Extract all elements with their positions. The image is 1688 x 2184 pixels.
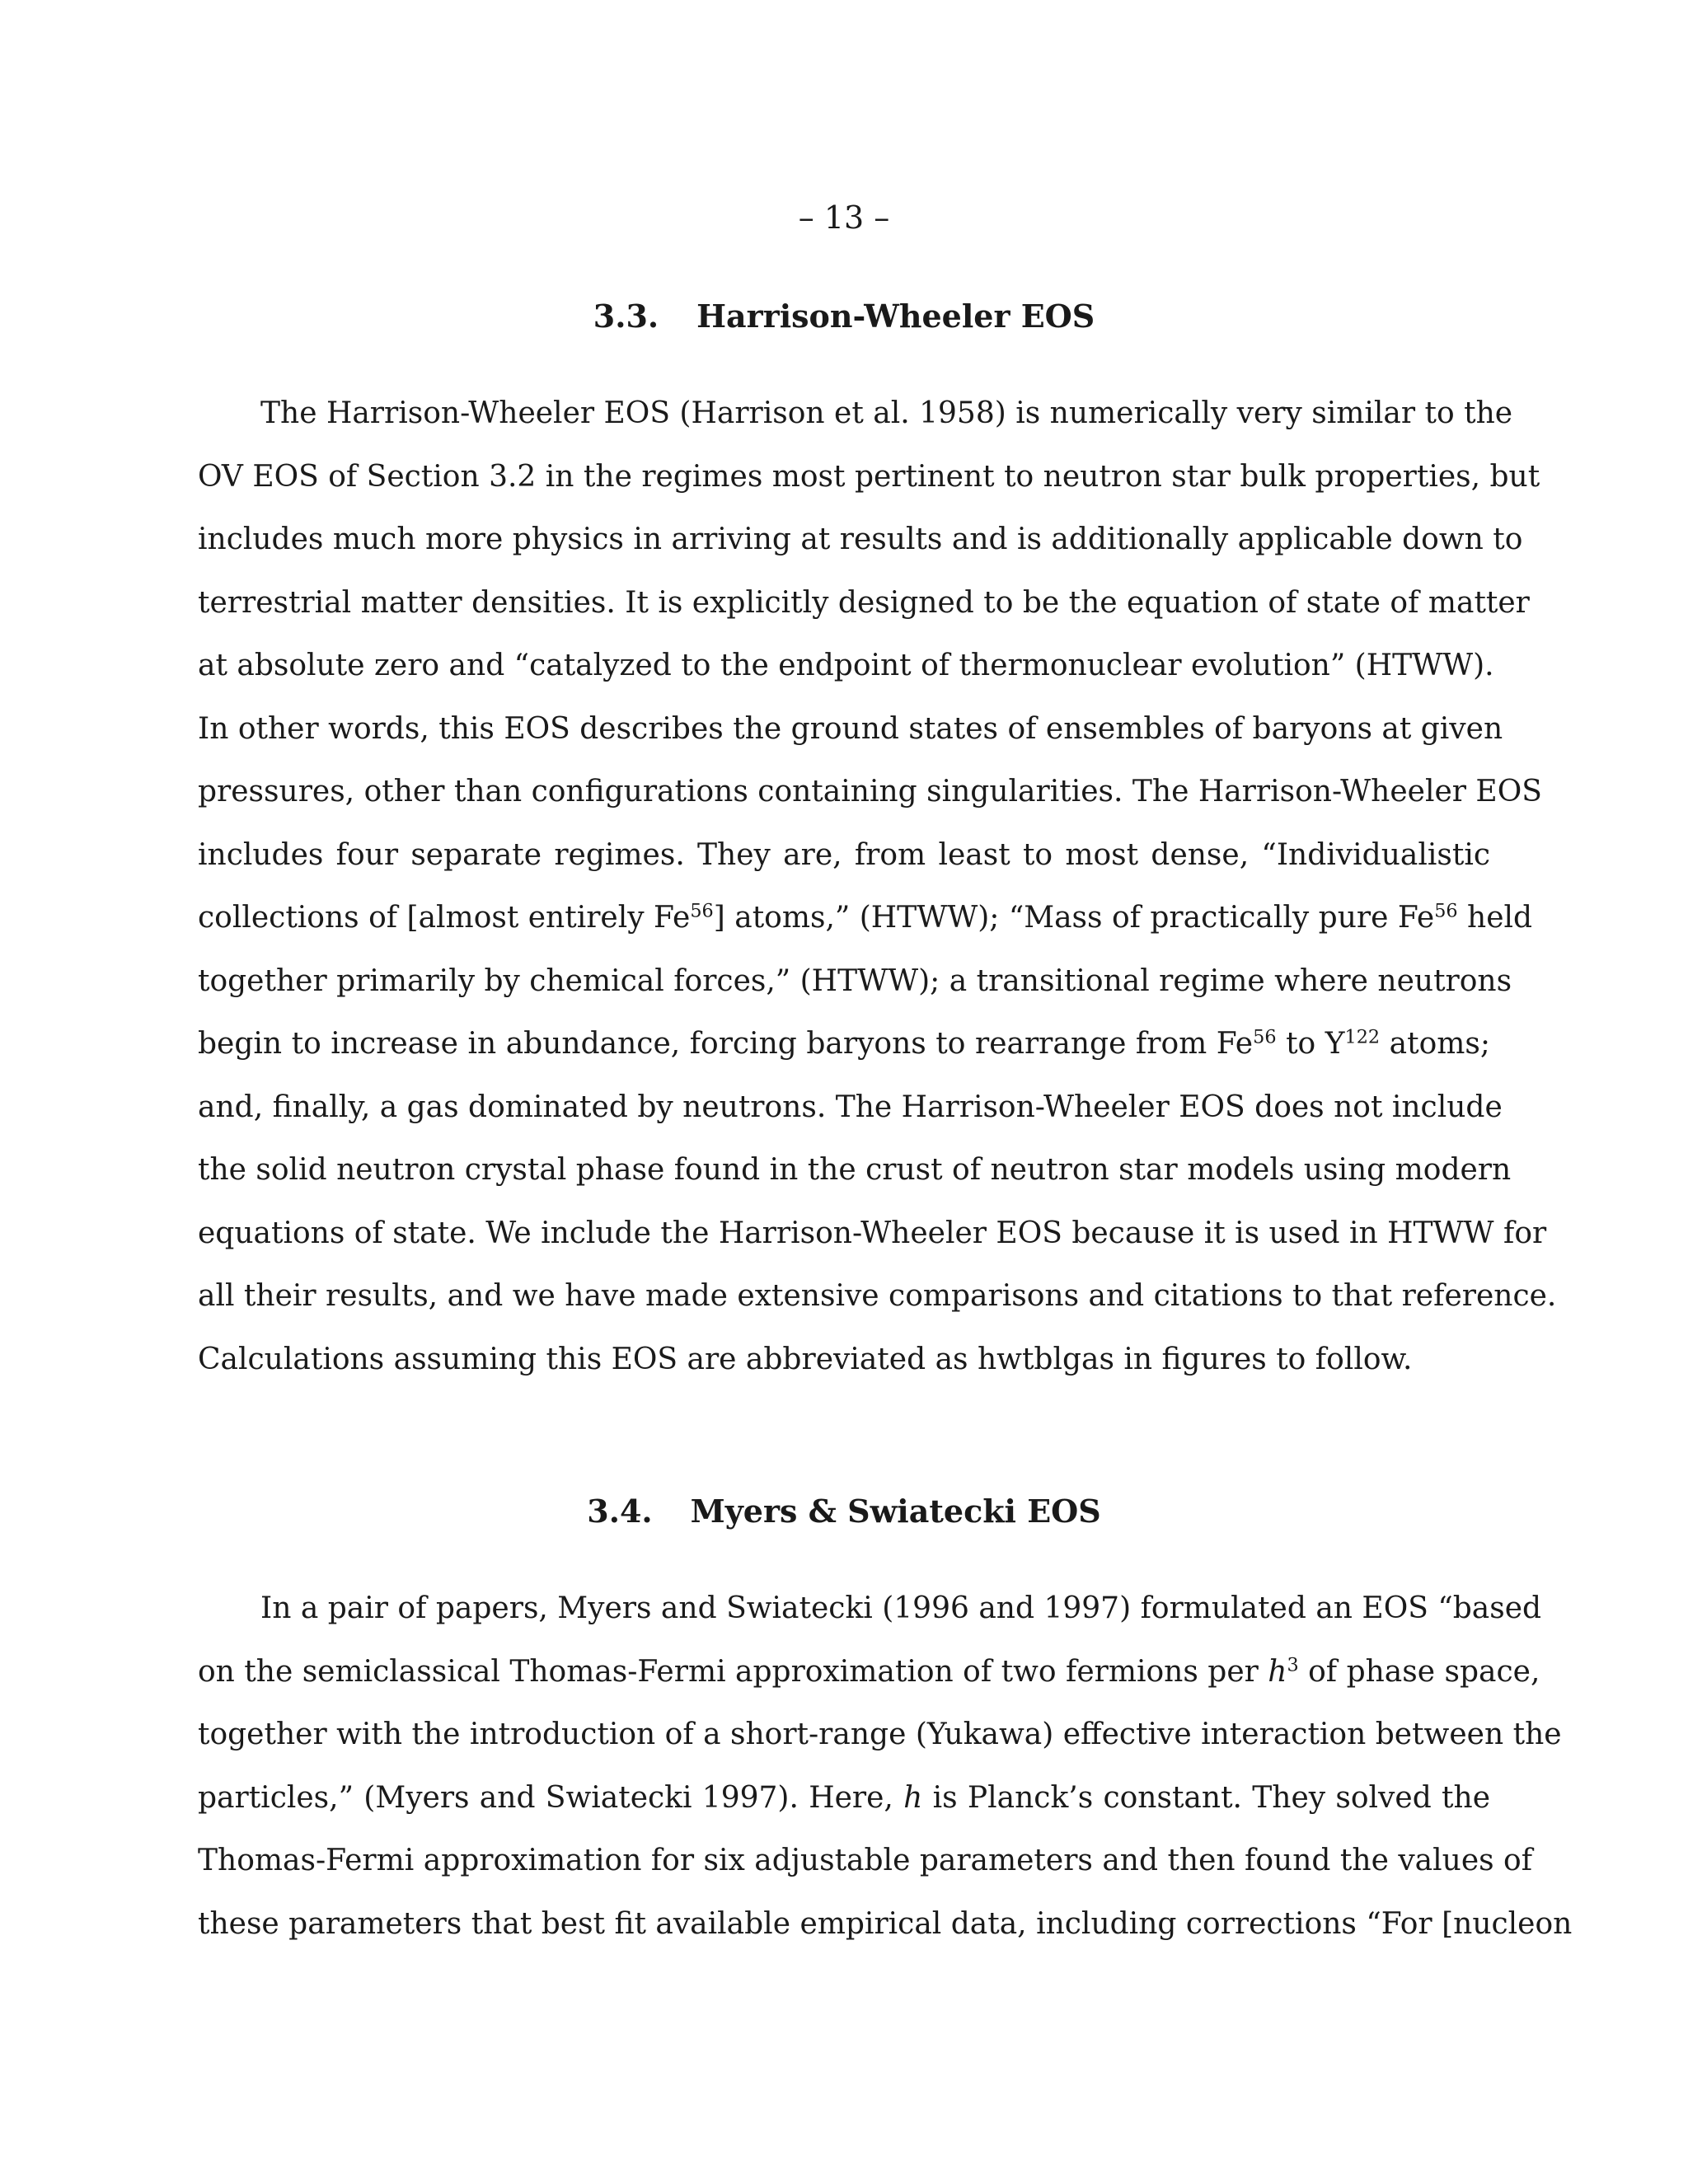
paragraph-line: all their results, and we have made extensive comparisons and citations to that reference. (198, 1279, 1557, 1313)
paragraph-line: Thomas-Fermi approximation for six adjustable parameters and then found the values of (198, 1844, 1533, 1877)
superscript: 122 (1344, 1026, 1381, 1048)
paragraph-line: The Harrison-Wheeler EOS (Harrison et al. 1958) is numerically very similar to the (260, 396, 1513, 430)
superscript: 56 (1253, 1026, 1277, 1048)
superscript: 56 (690, 900, 714, 922)
paragraph-line: particles,” (Myers and Swiatecki 1997). Here, h is Planck’s constant. They solved the (198, 1781, 1490, 1815)
page-number: – 13 – (798, 199, 890, 236)
paragraph-line: includes four separate regimes. They are, from least to most dense, “Individualistic (198, 838, 1490, 872)
superscript: 3 (1287, 1654, 1299, 1676)
paragraph-line: these parameters that best fit available empirical data, including corrections “For [nucleon (198, 1907, 1573, 1941)
paragraph-line: together primarily by chemical forces,” (HTWW); a transitional regime where neutrons (198, 964, 1512, 998)
paragraph-line: OV EOS of Section 3.2 in the regimes most pertinent to neutron star bulk properties, but (198, 460, 1540, 494)
section-heading-3-4 (0, 1492, 1688, 1531)
paragraph-line: terrestrial matter densities. It is explicitly designed to be the equation of state of matter (198, 586, 1530, 620)
variable-h: h (1268, 1655, 1287, 1689)
section-title: Myers & Swiatecki EOS (690, 1493, 1101, 1530)
section-heading-3-3 (0, 297, 1688, 336)
paragraph-line: at absolute zero and “catalyzed to the endpoint of thermonuclear evolution” (HTWW). (198, 649, 1494, 682)
paragraph-line: pressures, other than configurations containing singularities. The Harrison-Wheeler EOS (198, 775, 1542, 808)
section-number: 3.4. (587, 1493, 653, 1530)
paragraph-line: together with the introduction of a short-range (Yukawa) effective interaction between the (198, 1718, 1562, 1751)
paragraph-line: includes much more physics in arriving at results and is additionally applicable down to (198, 523, 1523, 556)
variable-h: h (903, 1781, 923, 1815)
section-title: Harrison-Wheeler EOS (696, 298, 1095, 335)
section-number: 3.3. (593, 298, 659, 335)
paragraph-line: begin to increase in abundance, forcing baryons to rearrange from Fe$^{56}$ to $Y^{122}$ atoms; (198, 1026, 1490, 1061)
paragraph-line: collections of [almost entirely Fe$^{56}$] atoms,” (HTWW); “Mass of practically pure Fe$^{56}$ held (198, 900, 1533, 935)
paragraph-line: and, finally, a gas dominated by neutrons. The Harrison-Wheeler EOS does not include (198, 1090, 1503, 1124)
paragraph-line: Calculations assuming this EOS are abbreviated as hwtblgas in figures to follow. (198, 1343, 1413, 1376)
paragraph-line: on the semiclassical Thomas-Fermi approximation of two fermions per $h^3$ of phase space, (198, 1654, 1540, 1689)
paragraph-line: In other words, this EOS describes the ground states of ensembles of baryons at given (198, 712, 1503, 746)
paragraph-line: the solid neutron crystal phase found in the crust of neutron star models using modern (198, 1153, 1512, 1187)
superscript: 56 (1434, 900, 1458, 922)
paragraph-line: In a pair of papers, Myers and Swiatecki (1996 and 1997) formulated an EOS “based (260, 1591, 1542, 1625)
paragraph-line: equations of state. We include the Harrison-Wheeler EOS because it is used in HTWW for (198, 1216, 1547, 1250)
